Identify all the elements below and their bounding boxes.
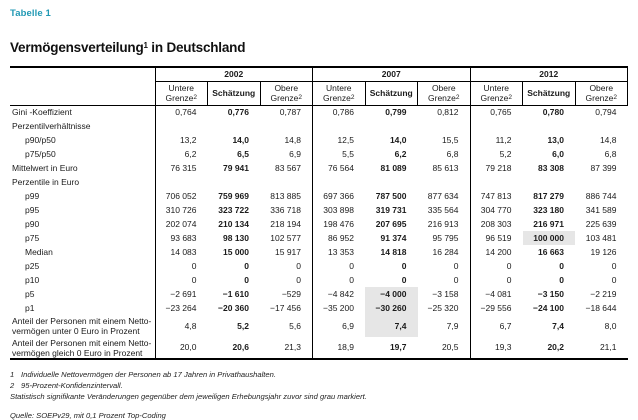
corner-cell — [10, 67, 155, 105]
table-row — [10, 287, 628, 301]
table-row — [10, 119, 628, 133]
data-cell: −17 456 — [270, 302, 301, 313]
data-cell: 13,0 — [547, 134, 564, 145]
data-cell: 7,4 — [552, 320, 564, 331]
data-cell: 76 315 — [155, 161, 208, 175]
col-header-obere-grenze: Obere Grenze$^2$ — [418, 81, 471, 105]
data-cell: 4,8 — [155, 315, 208, 337]
data-cell: 85 613 — [432, 162, 459, 173]
data-cell: 83 308 — [538, 162, 564, 173]
table-row — [10, 161, 628, 175]
data-cell: 14,8 — [599, 134, 617, 145]
table-row — [10, 337, 628, 359]
data-cell: 759 969 — [218, 190, 249, 201]
data-cell: 341 589 — [585, 204, 617, 215]
data-cell — [470, 119, 523, 133]
data-cell: 20,0 — [155, 337, 208, 359]
data-cell: 0 — [155, 273, 208, 287]
data-cell: 16 284 — [432, 246, 459, 257]
data-cell: 87 399 — [590, 162, 617, 173]
title-footnote-marker: 1 — [143, 41, 148, 50]
row-label: p25 — [10, 259, 155, 273]
row-label: Mittelwert in Euro — [10, 161, 155, 175]
data-cell — [365, 119, 418, 133]
data-cell: 20,6 — [232, 342, 249, 352]
table-row — [10, 175, 628, 189]
footnote-1: 1 Individuelle Nettovermögen der Personen ab 17 Jahren in Privathaushalten. — [10, 370, 276, 379]
data-cell: 15 917 — [275, 246, 301, 257]
row-label: p75/p50 — [10, 147, 155, 161]
data-cell: 21,3 — [284, 342, 301, 352]
data-cell: 886 744 — [585, 190, 617, 201]
data-cell: 14 200 — [470, 245, 523, 259]
data-cell: −24 100 — [533, 302, 564, 313]
data-cell: 15 000 — [223, 246, 249, 257]
data-cell: 12,5 — [313, 133, 366, 147]
data-cell — [575, 175, 628, 189]
data-cell: 83 567 — [275, 162, 301, 173]
data-cell: 16 663 — [538, 246, 564, 257]
row-label: Perzentilverhältnisse — [10, 119, 155, 133]
data-cell — [155, 175, 208, 189]
col-header-schaetzung: Schätzung — [523, 81, 576, 105]
col-header-schaetzung: Schätzung — [208, 81, 261, 105]
data-cell: −4 081 — [470, 287, 523, 301]
data-cell: 310 726 — [155, 203, 208, 217]
data-cell: 0 — [401, 260, 407, 271]
data-cell: 0 — [244, 260, 249, 271]
data-cell: 207 695 — [375, 218, 407, 229]
data-cell: −2 691 — [155, 287, 208, 301]
data-cell: 6,8 — [604, 148, 617, 159]
data-cell: 6,9 — [289, 148, 301, 159]
table-header — [10, 67, 628, 105]
data-cell: 304 770 — [470, 203, 523, 217]
data-cell: 6,7 — [470, 315, 523, 337]
data-cell: 0,787 — [279, 106, 301, 117]
row-label: Gini -Koeffizient — [10, 105, 155, 119]
row-label: p5 — [10, 287, 155, 301]
data-cell: 813 885 — [270, 190, 301, 201]
data-cell: 79 218 — [470, 161, 523, 175]
data-cell: 0 — [453, 274, 459, 285]
row-label: p1 — [10, 301, 155, 315]
year-header-2012: 2012 — [470, 67, 628, 81]
row-label: Anteil der Personen mit einem Netto- vermögen gleich 0 Euro in Prozent — [10, 337, 155, 359]
data-cell: −2 219 — [590, 288, 617, 299]
data-cell — [208, 119, 261, 133]
data-cell — [523, 119, 576, 133]
data-cell: 100 000 — [523, 231, 576, 245]
table-row — [10, 245, 628, 259]
data-cell: 210 134 — [218, 218, 249, 229]
data-cell: 95 795 — [432, 232, 459, 243]
data-cell: 0 — [470, 273, 523, 287]
data-cell: 319 731 — [375, 204, 407, 215]
data-cell: 198 476 — [313, 217, 366, 231]
data-cell: 14,8 — [284, 134, 301, 145]
data-cell: 13 353 — [313, 245, 366, 259]
data-cell: 5,5 — [313, 147, 366, 161]
wealth-distribution-table — [10, 66, 628, 360]
data-cell: 0 — [313, 273, 366, 287]
year-header-2007: 2007 — [313, 67, 471, 81]
col-header-obere-grenze: Obere Grenze$^2$ — [575, 81, 628, 105]
data-cell: 14,0 — [232, 134, 249, 145]
title-main: Vermögensverteilung — [10, 40, 144, 55]
data-cell: 81 089 — [380, 162, 407, 173]
data-cell: 336 718 — [270, 204, 301, 215]
data-cell: −3 158 — [432, 288, 459, 299]
data-cell: 93 683 — [155, 231, 208, 245]
col-header-untere-grenze: Untere Grenze$^2$ — [313, 81, 366, 105]
data-cell: −23 264 — [155, 301, 208, 315]
data-cell: 15,5 — [441, 134, 459, 145]
data-cell: −30 260 — [365, 301, 418, 315]
table-row — [10, 189, 628, 203]
table-row — [10, 217, 628, 231]
col-header-untere-grenze: Untere Grenze$^2$ — [155, 81, 208, 105]
data-cell: 5,2 — [237, 320, 249, 331]
data-cell: 706 052 — [155, 189, 208, 203]
data-cell: 0 — [559, 260, 564, 271]
table-body — [10, 105, 628, 359]
data-cell — [260, 119, 313, 133]
row-label: p10 — [10, 273, 155, 287]
data-cell: 0 — [296, 260, 301, 271]
data-cell: 0,765 — [470, 105, 523, 119]
data-cell: 13,2 — [155, 133, 208, 147]
data-cell: 877 634 — [427, 190, 459, 201]
data-cell — [523, 175, 576, 189]
data-cell: 19,7 — [389, 342, 407, 352]
data-cell: −29 556 — [470, 301, 523, 315]
data-cell: −25 320 — [427, 302, 459, 313]
data-cell: 303 898 — [313, 203, 366, 217]
data-cell: 98 130 — [223, 232, 249, 243]
data-cell: 0,776 — [227, 106, 249, 117]
data-cell: 8,0 — [604, 320, 617, 331]
table-row — [10, 133, 628, 147]
data-cell: 103 481 — [585, 232, 617, 243]
data-cell — [313, 175, 366, 189]
data-cell: 697 366 — [313, 189, 366, 203]
row-label: p95 — [10, 203, 155, 217]
data-cell: 0 — [611, 274, 617, 285]
data-cell: −1 610 — [222, 288, 249, 299]
data-cell — [313, 119, 366, 133]
data-cell: 0 — [559, 274, 564, 285]
col-header-obere-grenze: Obere Grenze$^2$ — [260, 81, 313, 105]
year-header-row — [10, 67, 628, 81]
data-cell: −529 — [281, 288, 301, 299]
data-cell: 787 500 — [375, 190, 407, 201]
data-cell: 817 279 — [533, 190, 564, 201]
data-cell: 0 — [470, 259, 523, 273]
data-cell: 0,786 — [313, 105, 366, 119]
data-cell: 6,2 — [394, 148, 407, 159]
data-cell: −4 000 — [365, 287, 418, 301]
data-cell: 0,799 — [385, 106, 407, 117]
data-cell: 76 564 — [313, 161, 366, 175]
data-cell: 6,2 — [155, 147, 208, 161]
data-cell — [575, 119, 628, 133]
data-cell: 19 126 — [590, 246, 617, 257]
source-line: Quelle: SOEPv29, mit 0,1 Prozent Top-Coding — [10, 411, 166, 420]
data-cell: 6,8 — [446, 148, 459, 159]
data-cell: 0 — [453, 260, 459, 271]
title-rest: in Deutschland — [147, 40, 246, 55]
row-label: Perzentile in Euro — [10, 175, 155, 189]
data-cell: 91 374 — [380, 232, 407, 243]
data-cell: 0 — [155, 259, 208, 273]
data-cell: 218 194 — [270, 218, 301, 229]
data-cell: 5,2 — [470, 147, 523, 161]
data-cell: 19,3 — [470, 337, 523, 359]
data-cell: −20 360 — [218, 302, 249, 313]
row-label: p90/p50 — [10, 133, 155, 147]
col-header-schaetzung: Schätzung — [365, 81, 418, 105]
data-cell: 216 971 — [533, 218, 564, 229]
data-cell: 5,6 — [289, 320, 301, 331]
data-cell: 7,9 — [446, 320, 459, 331]
data-cell: 6,5 — [237, 148, 249, 159]
row-label: p99 — [10, 189, 155, 203]
data-cell — [155, 119, 208, 133]
data-cell: 14 083 — [155, 245, 208, 259]
data-cell: 323 180 — [533, 204, 564, 215]
data-cell: −18 644 — [585, 302, 617, 313]
data-cell — [418, 175, 471, 189]
table-kicker: Tabelle 1 — [10, 8, 51, 19]
page-title — [10, 40, 628, 55]
data-cell: 96 519 — [470, 231, 523, 245]
data-cell: 335 564 — [427, 204, 459, 215]
data-cell: 0,764 — [155, 105, 208, 119]
data-cell: 14 818 — [380, 246, 407, 257]
footnote-significance: Statistisch signifikante Veränderungen gegenüber dem jeweiligen Erhebungsjahr zuvor sind grau markiert. — [10, 392, 367, 401]
data-cell: 216 913 — [427, 218, 459, 229]
footnote-2: 2 95-Prozent-Konfidenzintervall. — [10, 381, 123, 390]
data-cell: 323 722 — [218, 204, 249, 215]
data-cell: 11,2 — [470, 133, 523, 147]
data-cell: 18,9 — [313, 337, 366, 359]
data-cell: 14,0 — [389, 134, 407, 145]
data-cell: 0 — [401, 274, 407, 285]
data-cell: 747 813 — [470, 189, 523, 203]
data-cell — [470, 175, 523, 189]
row-label: Median — [10, 245, 155, 259]
data-cell: 0 — [313, 259, 366, 273]
data-cell: 20,2 — [547, 342, 564, 352]
data-cell — [208, 175, 261, 189]
table-row — [10, 301, 628, 315]
data-cell: 79 941 — [223, 162, 249, 173]
row-label: p75 — [10, 231, 155, 245]
data-cell: 225 639 — [585, 218, 617, 229]
data-cell: 208 303 — [470, 217, 523, 231]
data-cell: 0,794 — [595, 106, 617, 117]
data-cell: −35 200 — [313, 301, 366, 315]
data-cell: −4 842 — [313, 287, 366, 301]
year-header-2002: 2002 — [155, 67, 313, 81]
data-cell: 202 074 — [155, 217, 208, 231]
table-row — [10, 203, 628, 217]
data-cell: 86 952 — [313, 231, 366, 245]
footnotes — [10, 369, 628, 402]
data-cell — [365, 175, 418, 189]
data-cell: 102 577 — [270, 232, 301, 243]
data-cell: 0,780 — [542, 106, 564, 117]
data-cell: −3 150 — [537, 288, 564, 299]
data-cell: 6,0 — [552, 148, 564, 159]
table-row — [10, 105, 628, 119]
row-label: p90 — [10, 217, 155, 231]
table-row — [10, 315, 628, 337]
data-cell — [418, 119, 471, 133]
row-label: Anteil der Personen mit einem Netto- vermögen unter 0 Euro in Prozent — [10, 315, 155, 337]
data-cell: 0 — [244, 274, 249, 285]
data-cell: 21,1 — [599, 342, 617, 352]
table-row — [10, 147, 628, 161]
data-cell — [260, 175, 313, 189]
table-row — [10, 231, 628, 245]
table-row — [10, 273, 628, 287]
data-cell: 7,4 — [365, 315, 418, 337]
data-cell: 6,9 — [313, 315, 366, 337]
col-header-untere-grenze: Untere Grenze$^2$ — [470, 81, 523, 105]
data-cell: 20,5 — [441, 342, 459, 352]
data-cell: 0 — [611, 260, 617, 271]
data-cell: 0 — [296, 274, 301, 285]
table-row — [10, 259, 628, 273]
data-cell: 0,812 — [437, 106, 459, 117]
